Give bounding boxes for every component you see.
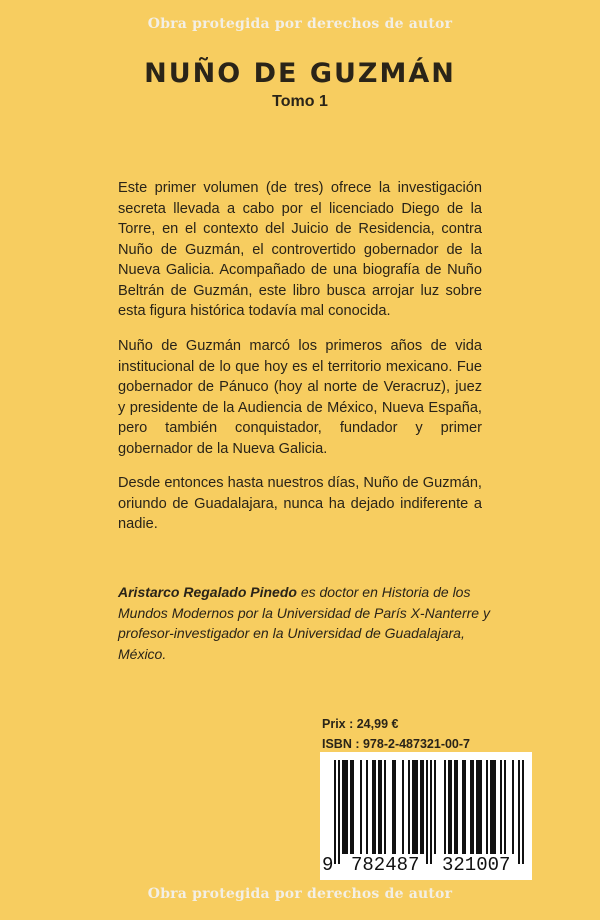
barcode-bar	[402, 760, 404, 854]
barcode-bar	[464, 760, 466, 854]
barcode-bar	[470, 760, 472, 854]
blurb-paragraph-1: Este primer volumen (de tres) ofrece la investigación secreta llevada a cabo por el licenciado Diego de la Torre, en el contexto del Juicio de Residencia, contra Nuño de Guzmán, el controvertido gobernador de la Nueva Galicia. Acompañado de una biografía de Nuño Beltrán de Guzmán, este libro busca arrojar luz sobre esta figura histórica todavía mal conocida.	[118, 180, 482, 319]
barcode-bar	[494, 760, 496, 854]
barcode-bar	[422, 760, 424, 854]
barcode-guard-bar	[338, 760, 340, 864]
barcode-bar	[412, 760, 414, 854]
barcode-bar	[352, 760, 354, 854]
barcode-guard-bar	[334, 760, 336, 864]
barcode-bar	[408, 760, 410, 854]
barcode-bar	[456, 760, 458, 854]
price-isbn-block	[322, 714, 470, 754]
barcode-bar	[346, 760, 348, 854]
barcode-bar	[454, 760, 456, 854]
barcode-group-2: 321007	[442, 854, 511, 876]
barcode-bar	[450, 760, 452, 854]
barcode-bar	[512, 760, 514, 854]
barcode-guard-bar	[522, 760, 524, 864]
barcode-digits	[320, 854, 532, 876]
barcode-bar	[344, 760, 346, 854]
barcode-bar	[434, 760, 436, 854]
book-title: NUÑO DE GUZMÁN	[144, 58, 456, 89]
barcode-bar	[366, 760, 368, 854]
barcode-first-digit: 9	[322, 854, 334, 876]
barcode-bar	[420, 760, 422, 854]
barcode-bar	[490, 760, 492, 854]
barcode-bar	[476, 760, 478, 854]
author-name: Aristarco Regalado Pinedo	[118, 584, 297, 600]
barcode-bar	[392, 760, 394, 854]
blurb-paragraph-2: Nuño de Guzmán marcó los primeros años de vida institucional de lo que hoy es el territorio mexicano. Fue gobernador de Pánuco (hoy al norte de Veracruz), juez y presidente de la Audiencia de México, Nueva España, pero también conquistador, fundador y primer gobernador de la Nueva Galicia.	[118, 338, 482, 457]
barcode-bar	[350, 760, 352, 854]
barcode-bar	[500, 760, 502, 854]
isbn-label: ISBN : 978-2-487321-00-7	[322, 737, 470, 751]
barcode-bar	[462, 760, 464, 854]
barcode-bar	[486, 760, 488, 854]
blurb-paragraph-3: Desde entonces hasta nuestros días, Nuño de Guzmán, oriundo de Guadalajara, nunca ha dejado indiferente a nadie.	[118, 475, 482, 532]
barcode-bar	[444, 760, 446, 854]
barcode-bar	[414, 760, 416, 854]
author-bio	[118, 582, 490, 664]
barcode-group-1: 782487	[351, 854, 420, 876]
barcode-bar	[360, 760, 362, 854]
barcode-bar	[416, 760, 418, 854]
barcode-bar	[472, 760, 474, 854]
barcode-bar	[342, 760, 344, 854]
barcode-bar	[372, 760, 374, 854]
barcode-bar	[378, 760, 380, 854]
barcode-bar	[380, 760, 382, 854]
barcode-bar	[504, 760, 506, 854]
barcode-bar	[384, 760, 386, 854]
barcode-guard-bar	[426, 760, 428, 864]
barcode-bar	[492, 760, 494, 854]
watermark-bottom: Obra protegida por derechos de autor	[147, 886, 453, 902]
price-label: Prix : 24,99 €	[322, 717, 399, 731]
barcode-guard-bar	[430, 760, 432, 864]
isbn-barcode	[320, 752, 532, 880]
barcode-guard-bar	[518, 760, 520, 864]
barcode-bar	[448, 760, 450, 854]
author-bio-text: es doctor en Historia de los Mundos Modernos por la Universidad de París X-Nanterre y profesor-investigador en la Universidad de Guadalajara, México.	[118, 584, 490, 662]
barcode-bar	[394, 760, 396, 854]
barcode-bar	[374, 760, 376, 854]
watermark-top: Obra protegida por derechos de autor	[147, 16, 453, 32]
book-subtitle: Tomo 1	[272, 93, 328, 110]
barcode-bar	[478, 760, 480, 854]
barcode-bar	[480, 760, 482, 854]
